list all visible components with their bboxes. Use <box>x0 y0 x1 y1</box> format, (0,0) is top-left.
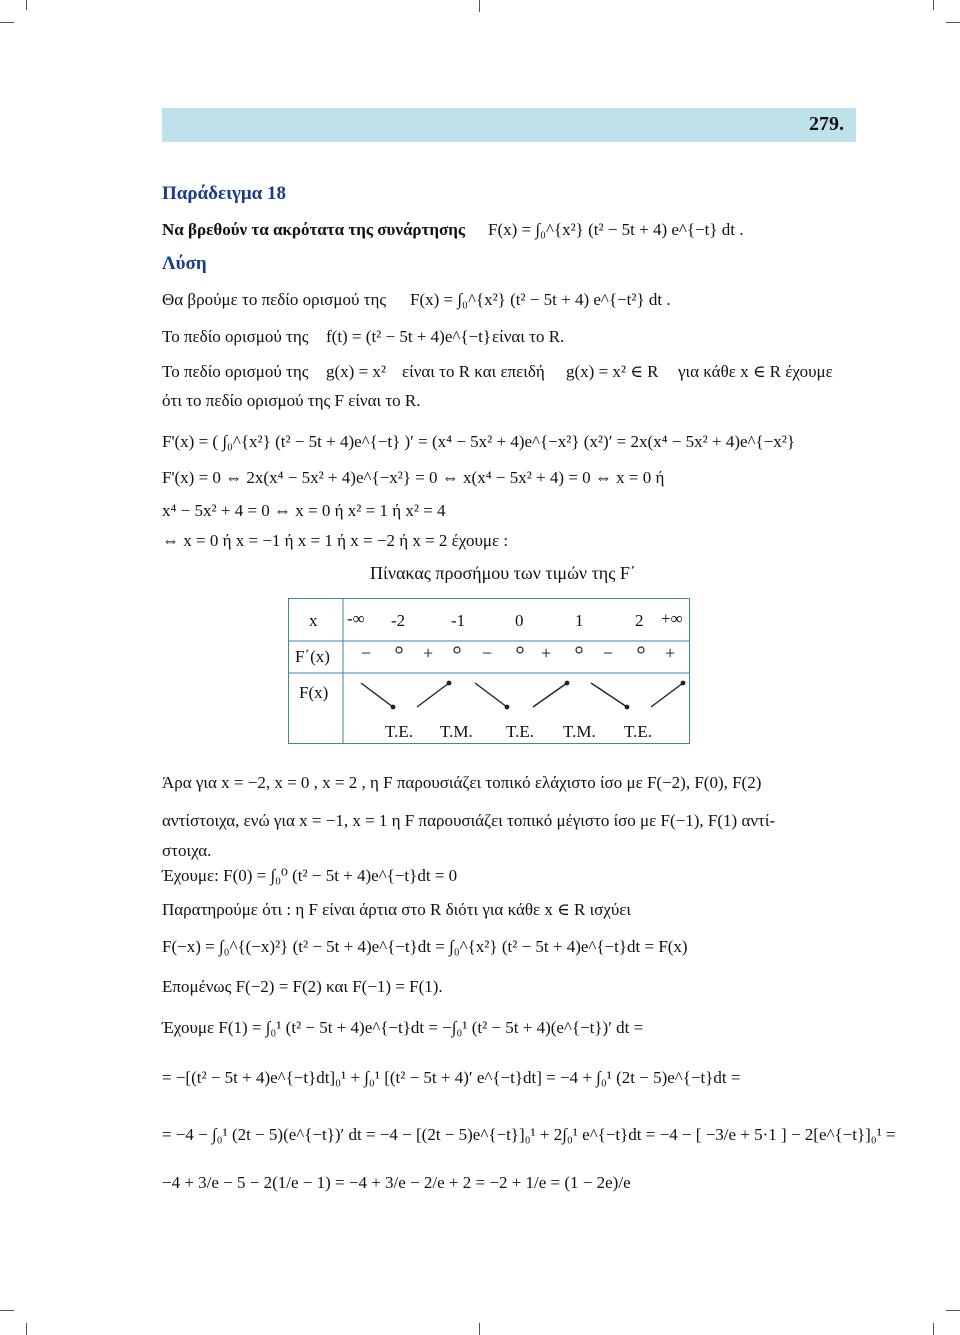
roots-line: x⁴ − 5x² + 4 = 0 ⇔ x = 0 ή x² = 1 ή x² = 4 <box>162 501 446 520</box>
conclusion-line-1: Άρα για x = −2, x = 0 , x = 2 , η F παρουσιάζει τοπικό ελάχιστο ίσο με F(−2), F(0), F(2) <box>162 773 762 792</box>
line-3-formula: g(x) = x² <box>326 362 387 381</box>
line-3-mid: είναι το R και επειδή <box>402 362 545 381</box>
crop-mark <box>479 1323 480 1335</box>
crop-mark <box>946 1310 960 1311</box>
line-3-tail: για κάθε x ∈ R έχουμε <box>678 362 833 381</box>
extremum-label: Τ.Ε. <box>385 722 414 741</box>
line-3-text: Το πεδίο ορισμού της <box>162 362 309 381</box>
row-label-x: x <box>309 611 318 630</box>
f-zero-line: Έχουμε: F(0) = ∫₀⁰ (t² − 5t + 4)e^{−t}dt = 0 <box>162 866 458 885</box>
conclusion-line-3: στοιχα. <box>162 841 212 860</box>
line-3-formula-2: g(x) = x² ∈ R <box>566 362 659 381</box>
x-value: 0 <box>515 611 524 630</box>
crop-mark <box>0 1310 14 1311</box>
increasing-arrow <box>651 683 683 707</box>
derivative-sign: + <box>541 643 552 663</box>
crop-mark <box>933 0 934 10</box>
decreasing-arrow <box>475 683 507 707</box>
derivative-sign: + <box>423 643 434 663</box>
zero-marker <box>638 647 644 653</box>
page-number: 279. <box>809 113 844 135</box>
arrow-head <box>625 705 630 710</box>
derivative-sign: − <box>361 643 372 663</box>
arrow-head <box>681 681 686 686</box>
f-one-line-2: = −[(t² − 5t + 4)e^{−t}dt]₀¹ + ∫₀¹ [(t² − 5t + 4)′ e^{−t}dt] = −4 + ∫₀¹ (2t − 5)e^{−t}dt = <box>162 1068 741 1087</box>
zero-marker <box>576 647 582 653</box>
f-one-line-3: = −4 − ∫₀¹ (2t − 5)(e^{−t})′ dt = −4 − [(2t − 5)e^{−t}]₀¹ + 2∫₀¹ e^{−t}dt = −4 − [ −3/e + 5·1 ] − 2[e^{−t}]₀¹ = <box>162 1125 896 1144</box>
f-one-line-1: Έχουμε F(1) = ∫₀¹ (t² − 5t + 4)e^{−t}dt = −∫₀¹ (t² − 5t + 4)(e^{−t})′ dt = <box>162 1018 644 1037</box>
extremum-label: Τ.Ε. <box>624 722 653 741</box>
row-label-function: F(x) <box>299 683 329 702</box>
symmetry-line: Επομένως F(−2) = F(2) και F(−1) = F(1). <box>162 977 443 996</box>
crop-mark <box>0 22 14 23</box>
extremum-label: Τ.Μ. <box>563 722 596 741</box>
crop-mark <box>933 1323 934 1335</box>
line-2-formula: f(t) = (t² − 5t + 4)e^{−t} <box>326 327 491 346</box>
crop-mark <box>946 22 960 23</box>
x-value: -2 <box>391 611 406 630</box>
x-value: 2 <box>635 611 644 630</box>
task-formula: F(x) = ∫₀^{x²} (t² − 5t + 4) e^{−t} dt . <box>488 220 744 239</box>
sign-table-caption: Πίνακας προσήμου των τιμών της F΄ <box>370 563 636 583</box>
line-2-text: Το πεδίο ορισμού της <box>162 327 309 346</box>
line-4: ότι το πεδίο ορισμού της F είναι το R. <box>162 391 421 410</box>
even-function-line: Παρατηρούμε ότι : η F είναι άρτια στο R διότι για κάθε x ∈ R ισχύει <box>162 900 632 919</box>
even-proof-line: F(−x) = ∫₀^{(−x)²} (t² − 5t + 4)e^{−t}dt = ∫₀^{x²} (t² − 5t + 4)e^{−t}dt = F(x) <box>162 937 688 956</box>
x-value: +∞ <box>661 609 683 628</box>
x-value: 1 <box>575 611 584 630</box>
task-text: Να βρεθούν τα ακρότατα της συνάρτησης <box>162 220 466 239</box>
decreasing-arrow <box>591 683 627 707</box>
x-value: -1 <box>451 611 466 630</box>
arrow-head <box>505 705 510 710</box>
crop-mark <box>479 0 480 12</box>
crop-mark <box>26 0 27 10</box>
derivative-zero-line: F'(x) = 0 ⇔ 2x(x⁴ − 5x² + 4)e^{−x²} = 0 ⇔ x(x⁴ − 5x² + 4) = 0 ⇔ x = 0 ή <box>162 468 665 487</box>
extremum-label: Τ.Μ. <box>440 722 473 741</box>
x-value: -∞ <box>347 609 365 628</box>
increasing-arrow <box>533 683 567 707</box>
f-one-line-4: −4 + 3/e − 5 − 2(1/e − 1) = −4 + 3/e − 2/e + 2 = −2 + 1/e = (1 − 2e)/e <box>162 1173 631 1192</box>
zero-marker <box>517 647 523 653</box>
zero-marker <box>454 647 460 653</box>
line-2-tail: είναι το R. <box>492 327 565 346</box>
derivative-sign: − <box>482 643 493 663</box>
line-1-formula: F(x) = ∫₀^{x²} (t² − 5t + 4) e^{−t²} dt . <box>410 290 671 309</box>
extremum-label: Τ.Ε. <box>506 722 535 741</box>
example-title: Παράδειγμα 18 <box>162 183 287 204</box>
zero-marker <box>396 647 402 653</box>
arrow-head <box>565 681 570 686</box>
derivative-sign: + <box>665 643 676 663</box>
row-label-derivative: F΄(x) <box>295 647 330 666</box>
derivative-sign: − <box>603 643 614 663</box>
decreasing-arrow <box>361 683 393 707</box>
increasing-arrow <box>417 683 449 707</box>
arrow-head <box>447 681 452 686</box>
page-header-bar <box>162 108 856 142</box>
conclusion-line-2: αντίστοιχα, ενώ για x = −1, x = 1 η F παρουσιάζει τοπικό μέγιστο ίσο με F(−1), F(1) αντί- <box>162 811 776 830</box>
derivative-line: F'(x) = ( ∫₀^{x²} (t² − 5t + 4)e^{−t} )′ = (x⁴ − 5x² + 4)e^{−x²} (x²)′ = 2x(x⁴ − 5x² + 4)e^{−x²} <box>162 432 796 451</box>
line-1-text: Θα βρούμε το πεδίο ορισμού της <box>162 290 387 309</box>
solutions-line: ⇔ x = 0 ή x = −1 ή x = 1 ή x = −2 ή x = 2 έχουμε : <box>162 531 509 550</box>
crop-mark <box>26 1323 27 1335</box>
solution-label: Λύση <box>162 253 207 274</box>
arrow-head <box>391 705 396 710</box>
